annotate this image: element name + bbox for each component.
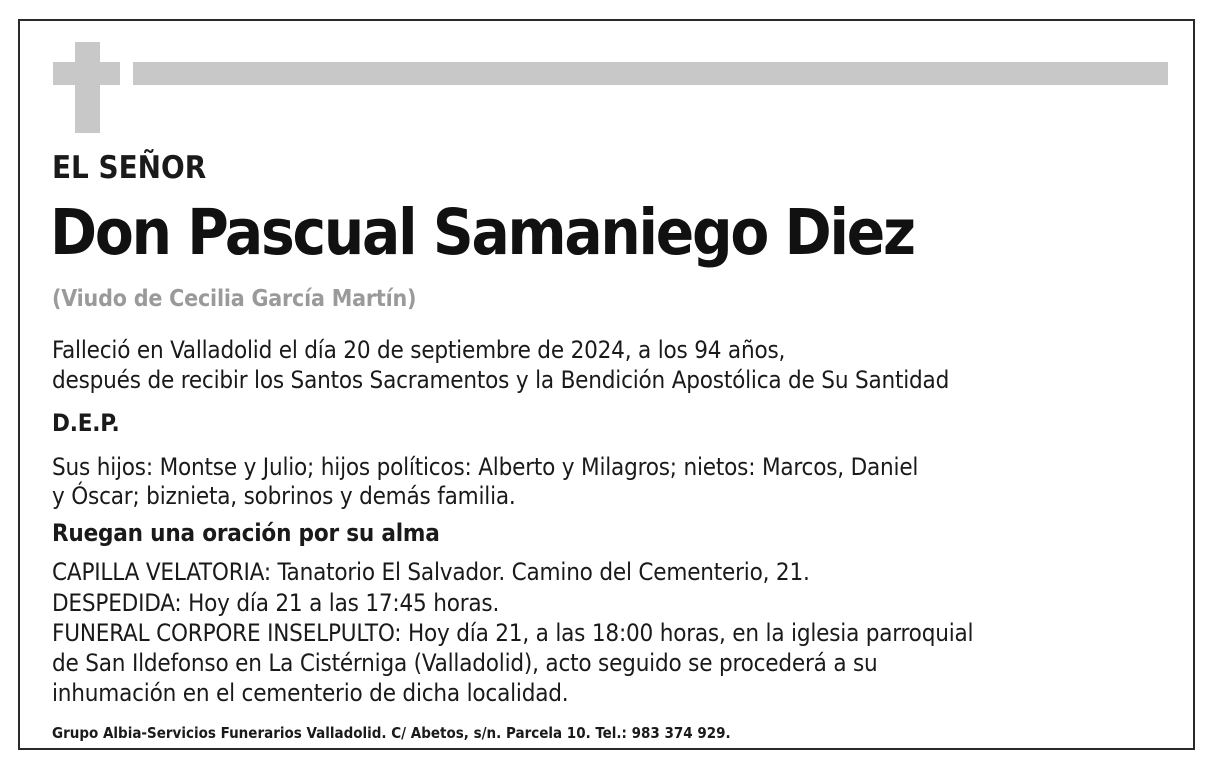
cross-icon xyxy=(75,42,100,133)
chapel-info: CAPILLA VELATORIA: Tanatorio El Salvador. Camino del Cementerio, 21. xyxy=(52,558,810,586)
cross-icon-arm xyxy=(53,62,120,85)
funeral-line-3: inhumación en el cementerio de dicha localidad. xyxy=(52,679,569,707)
honorific: EL SEÑOR xyxy=(52,150,207,186)
deceased-name: Don Pascual Samaniego Diez xyxy=(50,196,914,269)
rip-label: D.E.P. xyxy=(52,409,120,437)
funeral-home-footer: Grupo Albia-Servicios Funerarios Valladolid. C/ Abetos, s/n. Parcela 10. Tel.: 983 374 929. xyxy=(52,724,731,742)
farewell-info: DESPEDIDA: Hoy día 21 a las 17:45 horas. xyxy=(52,589,500,617)
widower-note: (Viudo de Cecilia García Martín) xyxy=(52,286,417,312)
header-rule xyxy=(133,62,1168,85)
death-line-2: después de recibir los Santos Sacramentos y la Bendición Apostólica de Su Santidad xyxy=(52,366,950,394)
family-line-2: y Óscar; biznieta, sobrinos y demás familia. xyxy=(52,482,516,510)
prayer-request: Ruegan una oración por su alma xyxy=(52,519,440,547)
death-line-1: Falleció en Valladolid el día 20 de septiembre de 2024, a los 94 años, xyxy=(52,336,786,364)
family-line-1: Sus hijos: Montse y Julio; hijos políticos: Alberto y Milagros; nietos: Marcos, Daniel xyxy=(52,453,919,481)
funeral-line-1: FUNERAL CORPORE INSELPULTO: Hoy día 21, a las 18:00 horas, en la iglesia parroquial xyxy=(52,619,974,647)
funeral-line-2: de San Ildefonso en La Cistérniga (Valladolid), acto seguido se procederá a su xyxy=(52,649,878,677)
